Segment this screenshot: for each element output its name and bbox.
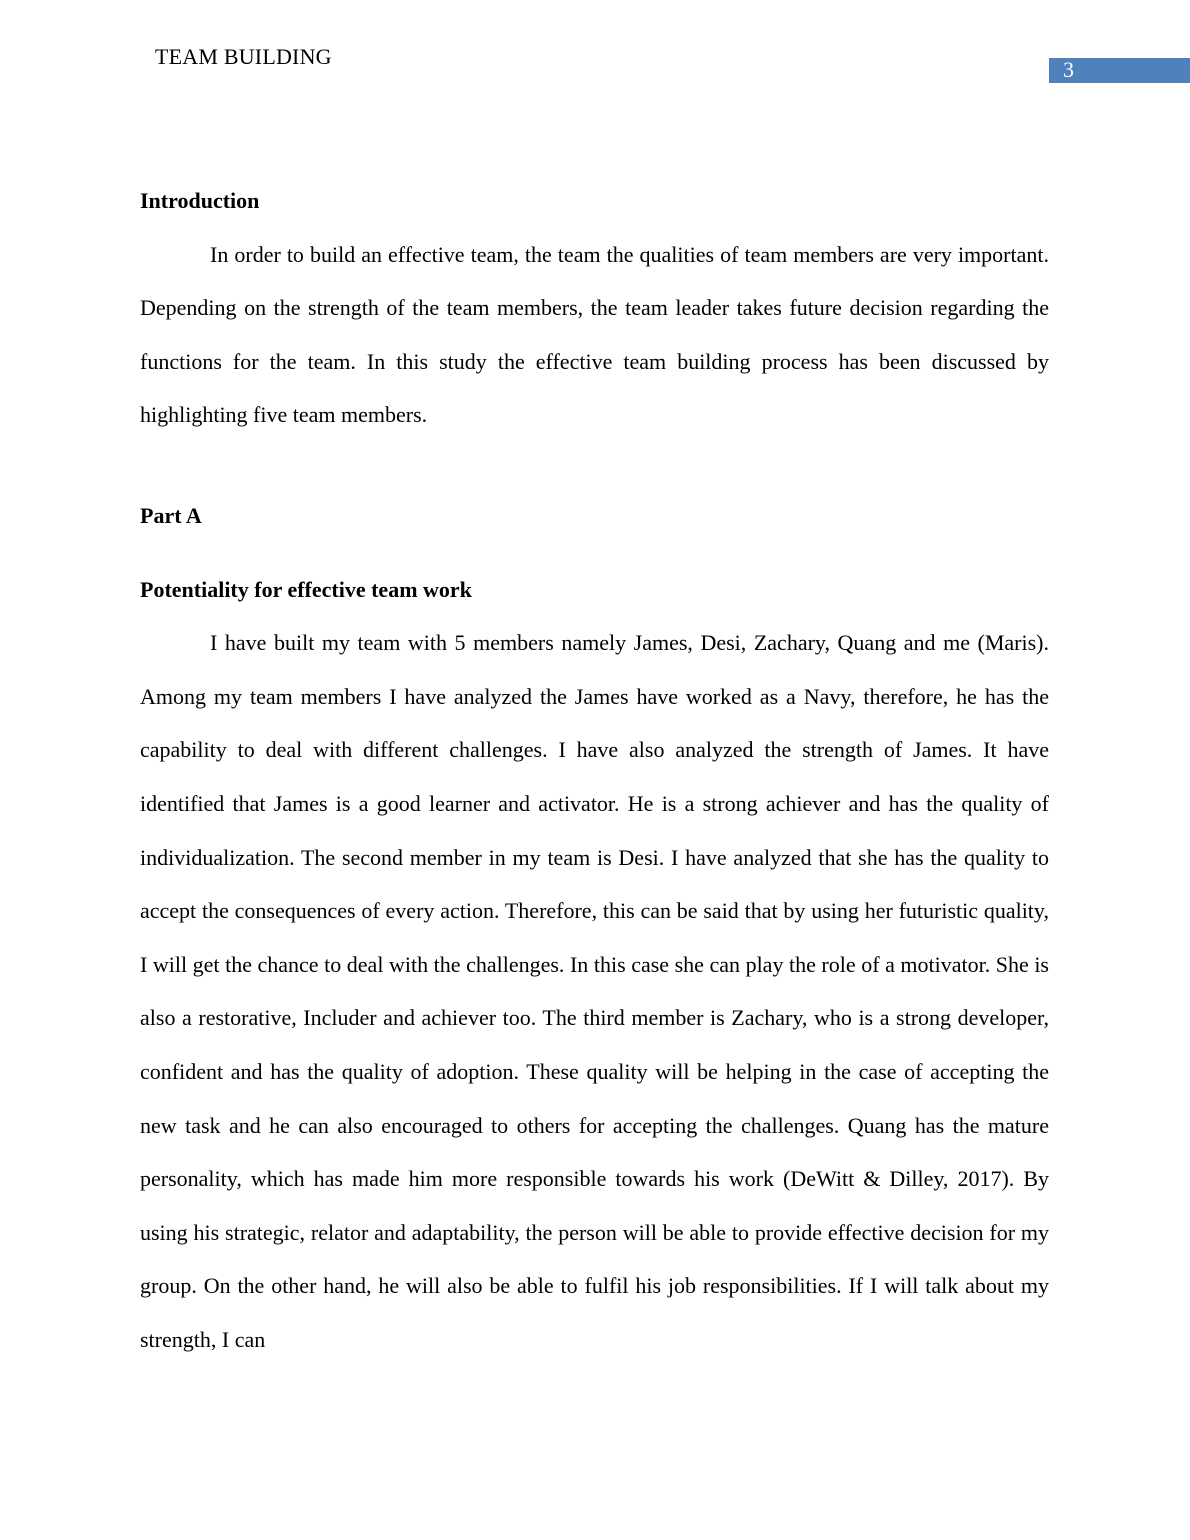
paragraph-introduction: In order to build an effective team, the team the qualities of team members are very important. Depending on the strength of the team members, the team leader takes future decision regarding the functions for the team. In this study the effective team building process has been discussed by highlighting five team members.	[140, 241, 1049, 428]
page-number: 3	[1063, 57, 1074, 82]
heading-introduction: Introduction	[140, 188, 260, 213]
section-spacer	[140, 442, 1049, 489]
heading-part-a: Part A	[140, 502, 202, 528]
document-body	[140, 174, 1049, 1366]
heading-potentiality: Potentiality for effective team work	[140, 576, 472, 602]
paragraph-potentiality: I have built my team with 5 members namely James, Desi, Zachary, Quang and me (Maris). Among my team members I have analyzed the James have worked as a Navy, therefore, he has the capability to deal with different challenges. I have also analyzed the strength of James. It have identified that James is a good learner and activator. He is a strong achiever and has the quality of individualization. The second member in my team is Desi. I have analyzed that she has the quality to accept the consequences of every action. Therefore, this can be said that by using her futuristic quality, I will get the chance to deal with the challenges. In this case she can play the role of a motivator. She is also a restorative, Includer and achiever too. The third member is Zachary, who is a strong developer, confident and has the quality of adoption. These quality will be helping in the case of accepting the new task and he can also encouraged to others for accepting the challenges. Quang has the mature personality, which has made him more responsible towards his work (DeWitt & Dilley, 2017). By using his strategic, relator and adaptability, the person will be able to provide effective decision for my group. On the other hand, he will also be able to fulfil his job responsibilities. If I will talk about my strength, I can	[140, 630, 1049, 1352]
running-head: TEAM BUILDING	[155, 44, 332, 69]
page-number-badge	[1049, 58, 1190, 83]
section-spacer	[140, 543, 1049, 563]
